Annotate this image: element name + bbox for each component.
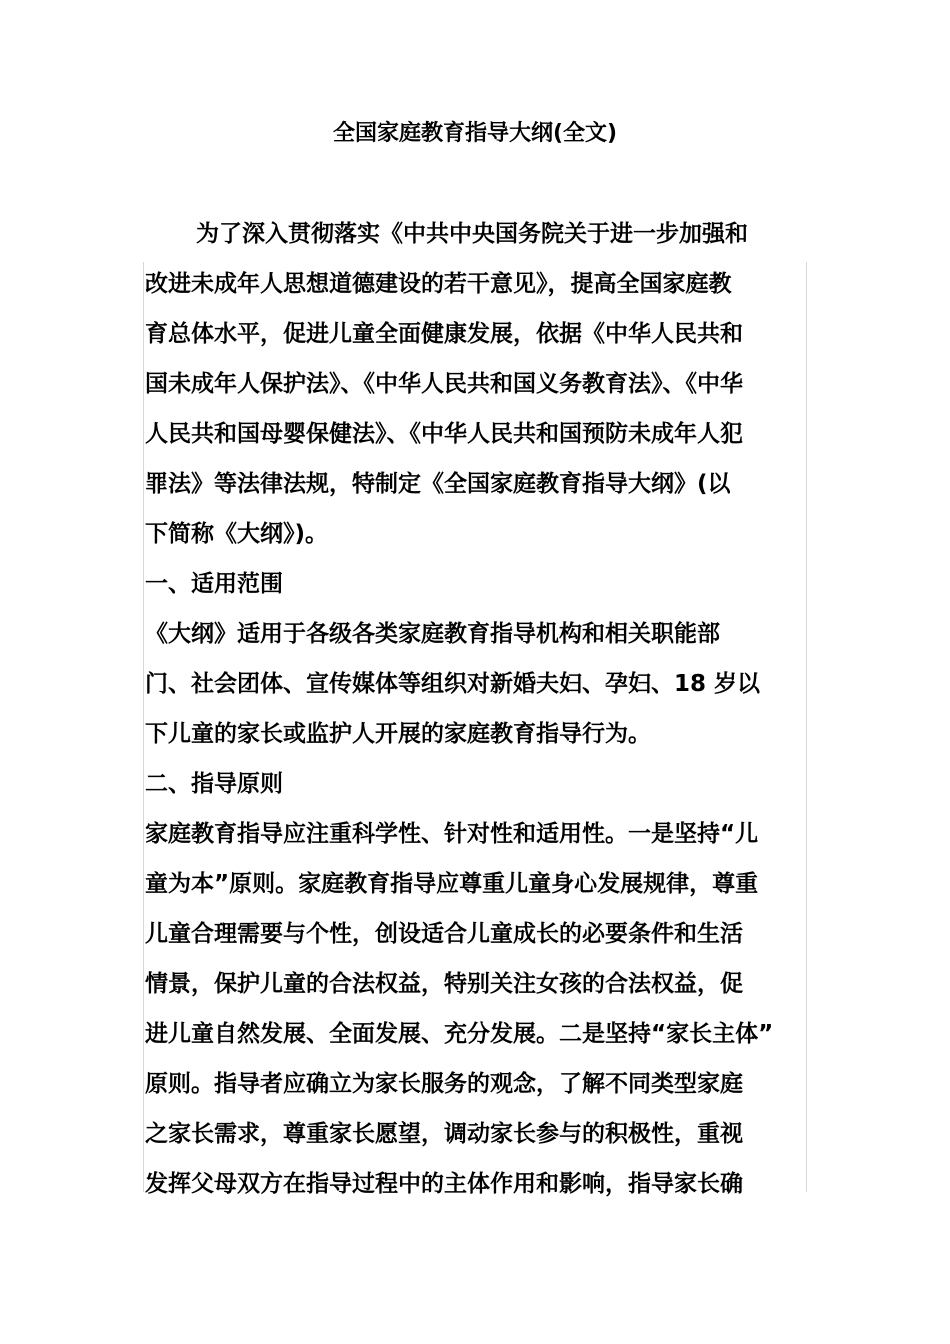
paragraph-line: 下简称《大纲》)。 <box>145 521 329 547</box>
paragraph-line: 门、社会团体、宣传媒体等组织对新婚夫妇、孕妇、18 岁以 <box>145 671 761 697</box>
paragraph-line: 国未成年人保护法》、《中华人民共和国义务教育法》、《中华 <box>145 371 743 397</box>
paragraph-line: 人民共和国母婴保健法》、《中华人民共和国预防未成年人犯 <box>145 421 743 447</box>
paragraph-line: 儿童合理需要与个性，创设适合儿童成长的必要条件和生活 <box>145 921 743 947</box>
paragraph-line: 下儿童的家长或监护人开展的家庭教育指导行为。 <box>145 721 651 747</box>
paragraph-line: 《大纲》适用于各级各类家庭教育指导机构和相关职能部 <box>145 621 720 647</box>
paragraph-line: 童为本”原则。家庭教育指导应尊重儿童身心发展规律，尊重 <box>145 871 759 897</box>
paragraph-line: 改进未成年人思想道德建设的若干意见》，提高全国家庭教 <box>145 271 732 297</box>
paragraph-line: 进儿童自然发展、全面发展、充分发展。二是坚持“家长主体” <box>145 1021 774 1047</box>
paragraph-line: 原则。指导者应确立为家长服务的观念，了解不同类型家庭 <box>145 1071 743 1097</box>
paragraph-line: 情景，保护儿童的合法权益，特别关注女孩的合法权益，促 <box>145 971 743 997</box>
paragraph-line: 育总体水平，促进儿童全面健康发展，依据《中华人民共和 <box>145 321 743 347</box>
section-heading: 二、指导原则 <box>145 771 283 797</box>
document-title: 全国家庭教育指导大纲(全文) <box>332 121 618 146</box>
paragraph-line: 罪法》等法律法规，特制定《全国家庭教育指导大纲》(以 <box>145 471 731 497</box>
section-heading: 一、适用范围 <box>145 571 283 597</box>
paragraph-line: 发挥父母双方在指导过程中的主体作用和影响，指导家长确 <box>145 1171 743 1197</box>
paragraph-line: 为了深入贯彻落实《中共中央国务院关于进一步加强和 <box>196 221 748 247</box>
paragraph-line: 之家长需求，尊重家长愿望，调动家长参与的积极性，重视 <box>145 1121 743 1147</box>
paragraph-line: 家庭教育指导应注重科学性、针对性和适用性。一是坚持“儿 <box>145 821 759 847</box>
